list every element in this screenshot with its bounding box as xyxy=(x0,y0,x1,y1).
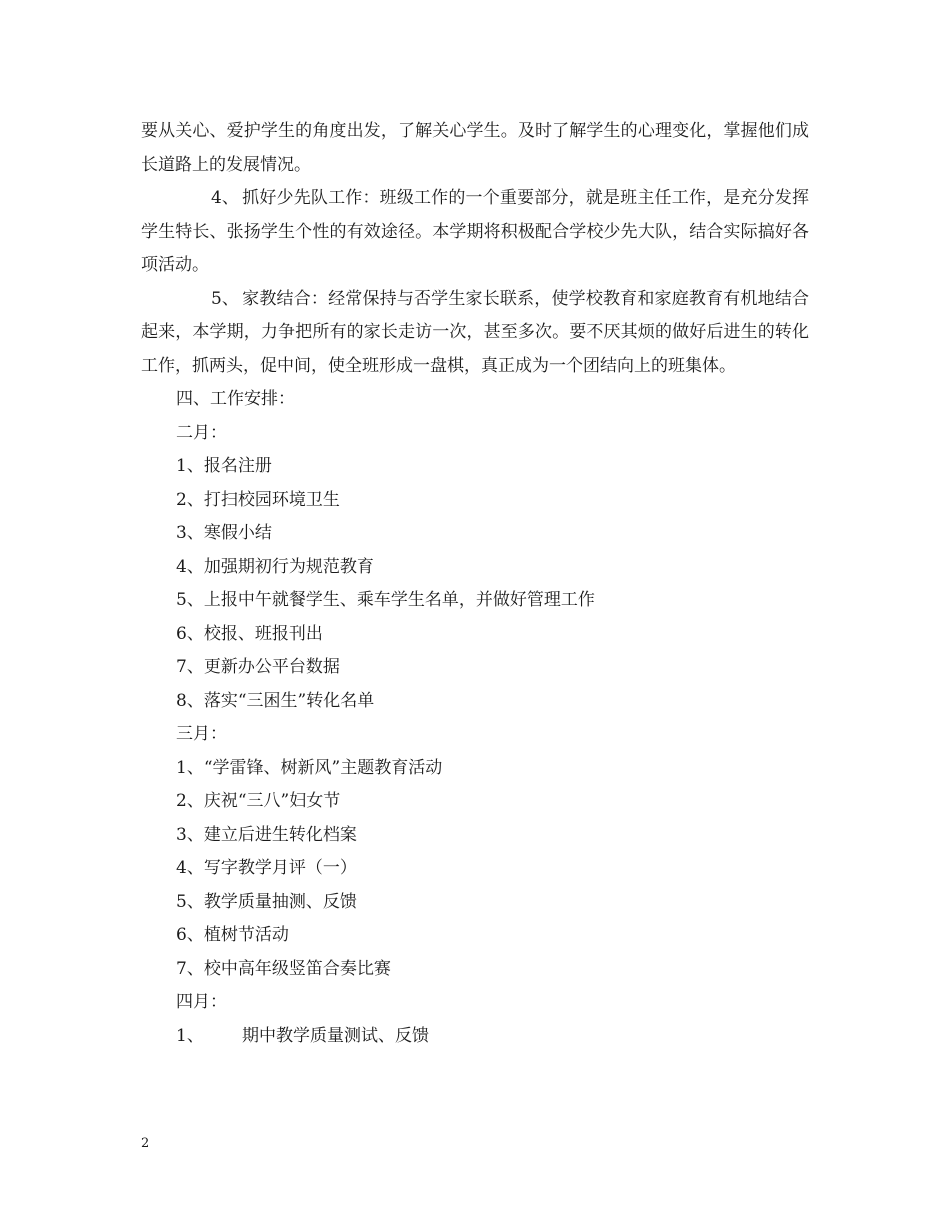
item-number: 1、 xyxy=(176,1025,204,1046)
list-item: 3、建立后进生转化档案 xyxy=(176,824,357,845)
list-item: 2、打扫校园环境卫生 xyxy=(176,489,340,510)
list-item: 6、校报、班报刊出 xyxy=(176,623,323,644)
list-item: 4、写字教学月评（一） xyxy=(176,858,357,878)
list-item: 7、校中高年级竖笛合奏比赛 xyxy=(176,958,391,979)
item-number: 4、 xyxy=(211,188,239,208)
paragraph-item-4 xyxy=(141,182,809,283)
list-item: 5、上报中午就餐学生、乘车学生名单，并做好管理工作 xyxy=(176,590,595,610)
paragraph-continued: 要从关心、爱护学生的角度出发，了解关心学生。及时了解学生的心理变化，掌握他们成长道路上的发展情况。 xyxy=(141,121,809,175)
month-heading-mar: 三月： xyxy=(176,724,227,744)
list-item: 5、教学质量抽测、反馈 xyxy=(176,891,357,912)
month-heading-feb: 二月： xyxy=(176,422,227,443)
item-text: 家教结合：经常保持与否学生家长联系，使学校教育和家庭教育有机地结合起来，本学期，力争把所有的家长走访一次，甚至多次。要不厌其烦的做好后进生的转化工作，抓两头，促中间，使全班形成一盘棋，真正成为一个团结向上的班集体。 xyxy=(141,288,809,376)
list-item: 1、报名注册 xyxy=(176,456,272,476)
document-body xyxy=(141,115,809,1053)
list-item xyxy=(141,1020,809,1054)
page-number: 2 xyxy=(141,1136,150,1151)
list-item: 3、寒假小结 xyxy=(176,523,272,543)
section-heading: 四、工作安排： xyxy=(176,389,295,409)
item-text: 期中教学质量测试、反馈 xyxy=(242,1025,429,1046)
item-text: 抓好少先队工作：班级工作的一个重要部分，就是班主任工作，是充分发挥学生特长、张扬学生个性的有效途径。本学期将积极配合学校少先大队，结合实际搞好各项活动。 xyxy=(141,188,809,275)
list-item: 8、落实“三困生”转化名单 xyxy=(176,690,375,711)
list-item: 7、更新办公平台数据 xyxy=(176,657,340,677)
list-item: 1、“学雷锋、树新风”主题教育活动 xyxy=(176,757,443,778)
item-number: 5、 xyxy=(211,288,239,309)
month-heading-apr: 四月： xyxy=(176,992,227,1012)
list-item: 4、加强期初行为规范教育 xyxy=(176,556,374,577)
list-item: 2、庆祝“三八”妇女节 xyxy=(176,791,341,811)
paragraph-item-5 xyxy=(141,283,809,384)
list-item: 6、植树节活动 xyxy=(176,925,289,945)
